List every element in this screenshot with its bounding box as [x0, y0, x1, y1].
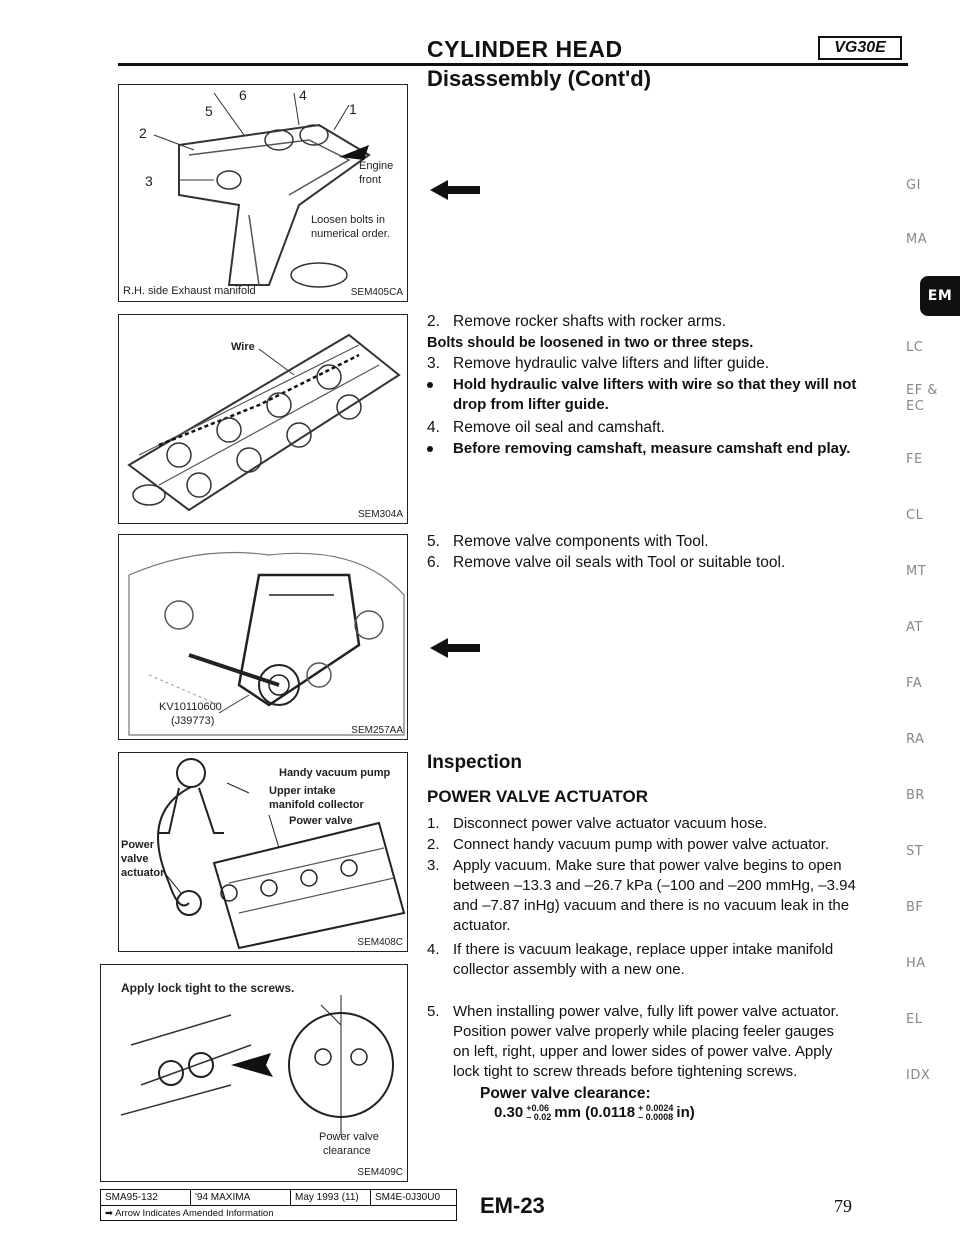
page-code: EM-23	[480, 1193, 545, 1218]
tool-number-alt: (J39773)	[171, 715, 215, 727]
exhaust-manifold-caption: R.H. side Exhaust manifold	[123, 285, 256, 297]
footer-model: '94 MAXIMA	[191, 1190, 291, 1205]
page-number: 79	[834, 1196, 852, 1216]
step-2: 2. Remove rocker shafts with rocker arms.	[427, 313, 727, 330]
power-valve-label: Power valve	[289, 815, 353, 827]
vacuum-pump-drawing	[119, 753, 408, 952]
side-tab-ha[interactable]: HA	[906, 956, 926, 971]
fig1-number-4: 4	[299, 87, 307, 103]
clearance-spec-label: Power valve clearance:	[480, 1085, 651, 1102]
footer-arrow-note: ➡ Arrow Indicates Amended Information	[105, 1208, 274, 1219]
clearance-label-1: Power valve	[319, 1131, 379, 1143]
side-tab-mt[interactable]: MT	[906, 564, 927, 579]
figure-exhaust-manifold	[118, 84, 408, 302]
actuator-label-3: actuator	[121, 867, 165, 879]
step-4: 4. Remove oil seal and camshaft.	[427, 419, 665, 436]
bolts-caution: Bolts should be loosened in two or three steps.	[427, 335, 754, 351]
step-5: 5. Remove valve components with Tool.	[427, 533, 709, 550]
side-tab-at[interactable]: AT	[906, 620, 923, 635]
side-tab-bf[interactable]: BF	[906, 900, 924, 915]
footer-date: May 1993 (11)	[291, 1190, 371, 1205]
figure-vacuum-pump	[118, 752, 408, 952]
exhaust-manifold-drawing	[119, 85, 408, 302]
side-tab-fa[interactable]: FA	[906, 676, 923, 691]
actuator-label-2: valve	[121, 853, 149, 865]
side-tab-br[interactable]: BR	[906, 788, 925, 803]
inspection-step-4: 4. If there is vacuum leakage, replace upper intake manifold collector assembly with a new one.	[427, 941, 834, 978]
figure-valve-clearance	[100, 964, 408, 1182]
side-tab-fe[interactable]: FE	[906, 452, 923, 467]
figure-valve-tool	[118, 534, 408, 740]
engine-front-label: Engine front	[359, 160, 394, 186]
upper-intake-label: Upper intake	[269, 785, 336, 797]
bullet-icon	[427, 446, 433, 452]
clearance-spec-value: 0.30 +0.06 – 0.02 mm (0.0118 + 0.0024 – 0.0008 in)	[494, 1103, 695, 1123]
camshaft-caution: Before removing camshaft, measure camshaft end play.	[427, 439, 917, 459]
manifold-collector-label: manifold collector	[269, 799, 364, 811]
fig1-number-5: 5	[205, 103, 213, 119]
side-tab-cl[interactable]: CL	[906, 508, 924, 523]
footer-info-box	[100, 1189, 457, 1221]
power-valve-actuator-heading: POWER VALVE ACTUATOR	[427, 787, 648, 806]
fig5-code: SEM409C	[357, 1167, 403, 1178]
side-tab-ef[interactable]: EF &	[906, 383, 938, 398]
hold-lifters-caution: Hold hydraulic valve lifters with wire so that they will not drop from lifter guide.	[427, 375, 917, 415]
fig1-number-1: 1	[349, 101, 357, 117]
engine-badge: VG30E	[818, 36, 902, 60]
amended-arrow-icon	[430, 636, 482, 660]
page-title: CYLINDER HEAD	[427, 36, 623, 62]
fig4-code: SEM408C	[357, 937, 403, 948]
side-tab-gi[interactable]: GI	[906, 178, 921, 193]
fig1-number-3: 3	[145, 173, 153, 189]
lock-tight-note: Apply lock tight to the screws.	[121, 981, 295, 995]
side-tab-em[interactable]: EM	[920, 276, 960, 316]
fig1-code: SEM405CA	[350, 287, 403, 298]
side-tab-lc[interactable]: LC	[906, 340, 924, 355]
tool-number: KV10110600	[159, 701, 222, 713]
clearance-label-2: clearance	[323, 1145, 371, 1157]
inspection-step-5: 5. When installing power valve, fully lift power valve actuator. Position power valve properly while placing feeler gauges on left, right, upper and lower sides of power valve. Apply lock tight to screw threads before tightening screws.	[427, 1003, 840, 1080]
inspection-heading: Inspection	[427, 752, 523, 773]
footer-doc-number: SMA95-132	[101, 1190, 191, 1205]
inspection-step-2: 2. Connect handy vacuum pump with power valve actuator.	[427, 836, 830, 853]
handy-vacuum-pump-label: Handy vacuum pump	[279, 767, 391, 779]
side-tab-idx[interactable]: IDX	[906, 1068, 931, 1083]
bullet-icon	[427, 382, 433, 388]
fig2-code: SEM304A	[357, 509, 403, 520]
side-tab-ra[interactable]: RA	[906, 732, 925, 747]
fig3-code: SEM257AA	[351, 725, 403, 736]
step-3: 3. Remove hydraulic valve lifters and lifter guide.	[427, 355, 770, 372]
step-6: 6. Remove valve oil seals with Tool or suitable tool.	[427, 554, 786, 571]
figure-lifter-wire	[118, 314, 408, 524]
side-tab-ma[interactable]: MA	[906, 232, 928, 247]
inspection-step-1: 1. Disconnect power valve actuator vacuum hose.	[427, 815, 768, 832]
section-subtitle: Disassembly (Cont'd)	[427, 66, 652, 91]
inspection-step-3: 3. Apply vacuum. Make sure that power valve begins to open between –13.3 and –26.7 kPa (–100 and –200 mmHg, –3.94 and –7.87 inHg) vacuum and there is no vacuum leak in the actuator.	[427, 857, 856, 934]
side-tab-st[interactable]: ST	[906, 844, 924, 859]
actuator-label-1: Power	[121, 839, 155, 851]
fig1-number-2: 2	[139, 125, 147, 141]
lifter-guide-drawing	[119, 315, 408, 524]
wire-label: Wire	[231, 341, 255, 353]
loosen-bolts-note: Loosen bolts in numerical order.	[311, 214, 390, 240]
amended-arrow-icon	[430, 178, 482, 202]
fig1-number-6: 6	[239, 87, 247, 103]
side-tab-ec[interactable]: EC	[906, 399, 925, 414]
footer-pub-number: SM4E-0J30U0	[375, 1192, 441, 1203]
side-tab-el[interactable]: EL	[906, 1012, 923, 1027]
